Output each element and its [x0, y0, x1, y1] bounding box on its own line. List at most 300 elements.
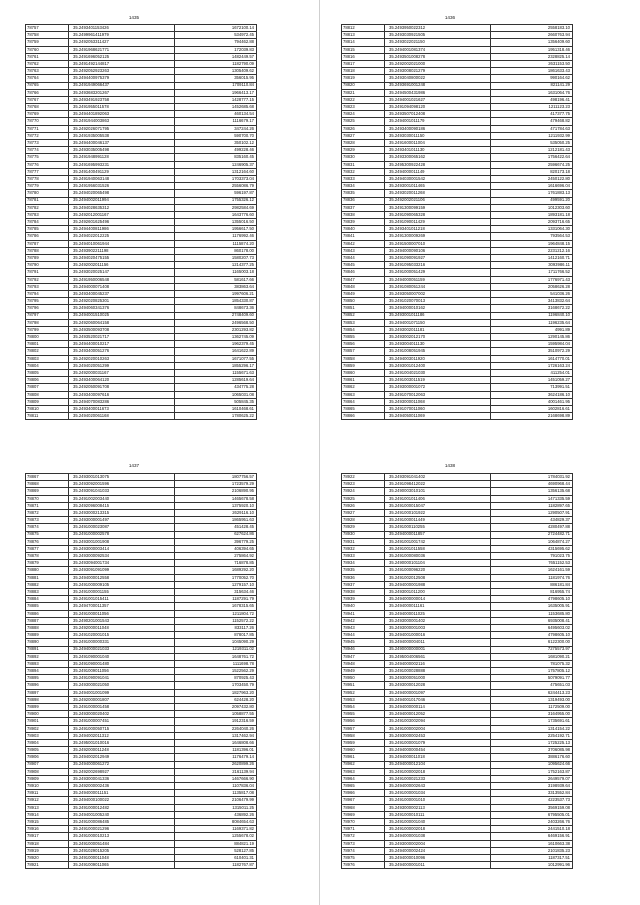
- table-row: [26, 75, 257, 82]
- page-gutter: [319, 0, 320, 905]
- table-row: [342, 25, 573, 32]
- row-id-cell: 78801: [26, 341, 69, 348]
- amount-cell: 1616696.04: [491, 183, 573, 190]
- code-cell: 35.2494060341376: [69, 305, 175, 312]
- table-row: [342, 298, 573, 305]
- amount-cell: 1285619.64: [175, 377, 257, 384]
- code-cell: 35.2490000101104: [385, 560, 491, 567]
- table-row: [26, 290, 257, 297]
- row-id-cell: 78965: [342, 783, 385, 790]
- amount-cell: 1602816.61: [491, 405, 573, 412]
- table-row: [342, 233, 573, 240]
- amount-cell: 499228.46: [175, 147, 257, 154]
- row-id-cell: 78976: [342, 862, 385, 869]
- code-cell: 35.2494000012558: [69, 574, 175, 581]
- sheet-page-number: 1438: [444, 463, 456, 468]
- code-cell: 35.2491090011429: [385, 219, 491, 226]
- amount-cell: 2101835.23: [491, 847, 573, 854]
- code-cell: 35.2491000001155: [69, 589, 175, 596]
- table-row: [26, 118, 257, 125]
- row-id-cell: 78819: [342, 75, 385, 82]
- table-row: [26, 481, 257, 488]
- table-row: [26, 269, 257, 276]
- amount-cell: 479468.82: [491, 118, 573, 125]
- table-row: [26, 624, 257, 631]
- amount-cell: 350102.12: [175, 140, 257, 147]
- amount-cell: 1107836.04: [175, 783, 257, 790]
- table-row: [26, 524, 257, 531]
- row-id-cell: 78883: [26, 589, 69, 596]
- amount-cell: 460134.54: [175, 111, 257, 118]
- code-cell: 35.2494020475155: [69, 255, 175, 262]
- table-row: [342, 862, 573, 869]
- row-id-cell: 78916: [26, 826, 69, 833]
- code-cell: 35.2494001071150: [385, 319, 491, 326]
- row-id-cell: 78826: [342, 125, 385, 132]
- table-row: [342, 132, 573, 139]
- table-row: [342, 481, 573, 488]
- table-row: [26, 46, 257, 53]
- code-cell: 35.2494070083286: [69, 398, 175, 405]
- amount-cell: 6122300.00: [491, 639, 573, 646]
- table-row: [26, 334, 257, 341]
- table-row: [26, 398, 257, 405]
- table-row: [26, 711, 257, 718]
- table-row: [342, 312, 573, 319]
- table-row: [26, 68, 257, 75]
- code-cell: 35.2494000002116: [385, 660, 491, 667]
- row-id-cell: 78962: [342, 761, 385, 768]
- code-cell: 35.2491000002004: [385, 725, 491, 732]
- amount-cell: 411254.01: [491, 370, 573, 377]
- row-id-cell: 78771: [26, 125, 69, 132]
- amount-cell: 1452685.68: [175, 104, 257, 111]
- code-cell: 35.2491090065328: [385, 211, 491, 218]
- row-id-cell: 78784: [26, 219, 69, 226]
- amount-cell: 1155671.63: [175, 370, 257, 377]
- amount-cell: 1196840.10: [491, 312, 573, 319]
- code-cell: 35.2499961411979: [69, 32, 175, 39]
- amount-cell: 2328825.14: [491, 53, 573, 60]
- row-id-cell: 78815: [342, 46, 385, 53]
- row-id-cell: 78871: [26, 502, 69, 509]
- row-id-cell: 78852: [342, 312, 385, 319]
- table-row: [342, 32, 573, 39]
- table-row: [342, 833, 573, 840]
- row-id-cell: 78943: [342, 624, 385, 631]
- row-id-cell: 78839: [342, 219, 385, 226]
- amount-cell: 1187317.51: [491, 854, 573, 861]
- row-id-cell: 78837: [342, 204, 385, 211]
- amount-cell: 1610663.38: [491, 840, 573, 847]
- amount-cell: 1451059.27: [491, 377, 573, 384]
- table-row: [26, 247, 257, 254]
- amount-cell: 4798605.10: [491, 596, 573, 603]
- sheet-page-number: 1436: [444, 15, 456, 20]
- amount-cell: 3886176.60: [491, 754, 573, 761]
- code-cell: 35.2491001011406: [385, 495, 491, 502]
- table-row: [342, 739, 573, 746]
- table-row: [26, 305, 257, 312]
- amount-cell: 436892.26: [175, 811, 257, 818]
- code-cell: 35.2493401011218: [385, 226, 491, 233]
- table-row: [342, 226, 573, 233]
- row-id-cell: 78908: [26, 768, 69, 775]
- row-id-cell: 78828: [342, 140, 385, 147]
- table-row: [342, 617, 573, 624]
- row-id-cell: 78862: [342, 384, 385, 391]
- amount-cell: 1182790.09: [175, 60, 257, 67]
- table-row: [26, 240, 257, 247]
- row-id-cell: 78905: [26, 747, 69, 754]
- table-row: [342, 82, 573, 89]
- row-id-cell: 78770: [26, 118, 69, 125]
- table-row: [342, 660, 573, 667]
- code-cell: 35.2494000000014: [385, 596, 491, 603]
- row-id-cell: 78843: [342, 247, 385, 254]
- code-cell: 35.2493691001248: [385, 82, 491, 89]
- row-id-cell: 78790: [26, 262, 69, 269]
- code-cell: 35.2491000009105: [69, 581, 175, 588]
- table-row: [342, 596, 573, 603]
- row-id-cell: 78898: [26, 696, 69, 703]
- row-id-cell: 78967: [342, 797, 385, 804]
- table-row: [26, 675, 257, 682]
- row-id-cell: 78762: [26, 60, 69, 67]
- row-id-cell: 78794: [26, 290, 69, 297]
- code-cell: 35.2491940063148: [69, 175, 175, 182]
- amount-cell: 534972.45: [175, 32, 257, 39]
- code-cell: 35.2491000051484: [69, 840, 175, 847]
- amount-cell: 1648761.72: [175, 653, 257, 660]
- row-id-cell: 78804: [26, 362, 69, 369]
- amount-cell: 535050.25: [491, 140, 573, 147]
- row-id-cell: 78778: [26, 175, 69, 182]
- code-cell: 35.2494001005240: [69, 811, 175, 818]
- row-id-cell: 78944: [342, 632, 385, 639]
- code-cell: 35.2493008021279: [385, 68, 491, 75]
- row-id-cell: 78797: [26, 312, 69, 319]
- row-id-cell: 78820: [342, 82, 385, 89]
- code-cell: 35.2493030011150: [385, 132, 491, 139]
- code-cell: 35.2493000020402: [69, 711, 175, 718]
- code-cell: 35.2493400064120: [69, 377, 175, 384]
- code-cell: 35.2494001011179: [385, 118, 491, 125]
- amount-cell: 3168672.22: [491, 305, 573, 312]
- row-id-cell: 78854: [342, 326, 385, 333]
- amount-cell: 1780625.22: [175, 413, 257, 420]
- row-id-cell: 78946: [342, 646, 385, 653]
- code-cell: 35.2491090001040: [69, 653, 175, 660]
- amount-cell: 3510972.29: [491, 348, 573, 355]
- row-id-cell: 78956: [342, 718, 385, 725]
- row-id-cell: 78822: [342, 96, 385, 103]
- table-row: [342, 290, 573, 297]
- amount-cell: 2106479.99: [175, 797, 257, 804]
- table-row: [26, 509, 257, 516]
- table-row: [26, 348, 257, 355]
- row-id-cell: 78818: [342, 68, 385, 75]
- table-row: [26, 391, 257, 398]
- row-id-cell: 78920: [26, 854, 69, 861]
- row-id-cell: 78909: [26, 775, 69, 782]
- code-cell: 35.2494000011025: [385, 610, 491, 617]
- table-row: [342, 334, 573, 341]
- code-cell: 35.2492000001807: [69, 696, 175, 703]
- amount-cell: 1770052.70: [175, 574, 257, 581]
- amount-cell: 1966413.17: [175, 89, 257, 96]
- amount-cell: 1312164.60: [175, 168, 257, 175]
- code-cell: 35.2494000012052: [385, 711, 491, 718]
- amount-cell: 1182897.65: [491, 502, 573, 509]
- code-cell: 35.2494001017046: [385, 696, 491, 703]
- table-row: [342, 204, 573, 211]
- code-cell: 35.2494050011069: [385, 413, 491, 420]
- row-id-cell: 78917: [26, 833, 69, 840]
- code-cell: 35.2494000011857: [385, 531, 491, 538]
- amount-cell: 3413832.64: [491, 298, 573, 305]
- table-row: [342, 761, 573, 768]
- row-id-cell: 78970: [342, 819, 385, 826]
- row-id-cell: 78950: [342, 675, 385, 682]
- row-id-cell: 78893: [26, 660, 69, 667]
- amount-cell: 624428.20: [175, 696, 257, 703]
- amount-cell: 1152572.22: [175, 617, 257, 624]
- row-id-cell: 78913: [26, 804, 69, 811]
- amount-cell: 1756422.64: [491, 154, 573, 161]
- row-id-cell: 78964: [342, 775, 385, 782]
- amount-cell: 1635005.91: [491, 603, 573, 610]
- table-row: [26, 783, 257, 790]
- table-row: [26, 190, 257, 197]
- table-row: [342, 581, 573, 588]
- row-id-cell: 78772: [26, 132, 69, 139]
- table-row: [26, 632, 257, 639]
- table-row: [26, 488, 257, 495]
- amount-cell: 1471335.59: [491, 495, 573, 502]
- code-cell: 35.2491000101922: [385, 509, 491, 516]
- code-cell: 35.2491090091927: [385, 255, 491, 262]
- amount-cell: 1827963.20: [175, 689, 257, 696]
- code-cell: 35.2494010061944: [69, 240, 175, 247]
- table-row: [342, 646, 573, 653]
- row-id-cell: 78791: [26, 269, 69, 276]
- amount-cell: 1290145.86: [491, 334, 573, 341]
- row-id-cell: 78759: [26, 39, 69, 46]
- amount-cell: 1703373.04: [175, 175, 257, 182]
- code-cell: 35.2493000001402: [385, 617, 491, 624]
- code-cell: 35.2493040800022: [385, 75, 491, 82]
- table-row: [26, 355, 257, 362]
- row-id-cell: 78934: [342, 560, 385, 567]
- row-id-cell: 78788: [26, 247, 69, 254]
- row-id-cell: 78838: [342, 211, 385, 218]
- row-id-cell: 78780: [26, 190, 69, 197]
- amount-cell: 1865951.63: [175, 517, 257, 524]
- code-cell: 35.2494000061272: [69, 761, 175, 768]
- row-id-cell: 78875: [26, 531, 69, 538]
- table-row: [26, 660, 257, 667]
- amount-cell: 1412160.71: [491, 255, 573, 262]
- code-cell: 35.2492000011248: [69, 747, 175, 754]
- table-row: [342, 161, 573, 168]
- table-row: [342, 668, 573, 675]
- row-id-cell: 78941: [342, 610, 385, 617]
- amount-cell: 886181.84: [491, 581, 573, 588]
- row-id-cell: 78927: [342, 509, 385, 516]
- table-row: [342, 488, 573, 495]
- amount-cell: 4991.89: [491, 326, 573, 333]
- code-cell: 35.2494500431986: [385, 89, 491, 96]
- amount-cell: 1135817.08: [175, 790, 257, 797]
- row-id-cell: 78902: [26, 725, 69, 732]
- table-row: [26, 183, 257, 190]
- row-id-cell: 78961: [342, 754, 385, 761]
- row-id-cell: 78795: [26, 298, 69, 305]
- table-row: [342, 370, 573, 377]
- row-id-cell: 78817: [342, 60, 385, 67]
- row-id-cell: 78912: [26, 797, 69, 804]
- amount-cell: 1997606.21: [175, 290, 257, 297]
- code-cell: 35.2491020070013: [385, 298, 491, 305]
- amount-cell: 347244.26: [175, 125, 257, 132]
- code-cell: 35.2491500007010: [385, 240, 491, 247]
- amount-cell: 8084654.63: [175, 819, 257, 826]
- code-cell: 35.2494400811986: [69, 226, 175, 233]
- amount-cell: 2629116.10: [175, 509, 257, 516]
- table-row: [26, 312, 257, 319]
- amount-cell: 1314154.22: [491, 725, 573, 732]
- amount-cell: 2106890.95: [175, 488, 257, 495]
- table-row: [26, 725, 257, 732]
- table-row: [26, 197, 257, 204]
- table-row: [26, 147, 257, 154]
- amount-cell: 1058877.55: [175, 711, 257, 718]
- row-id-cell: 78886: [26, 610, 69, 617]
- table-row: [342, 89, 573, 96]
- code-cell: 35.2493300065162: [385, 154, 491, 161]
- code-cell: 35.2494001510025: [69, 312, 175, 319]
- table-row: [342, 348, 573, 355]
- amount-cell: 4690968.44: [491, 481, 573, 488]
- table-row: [342, 111, 573, 118]
- table-row: [26, 797, 257, 804]
- row-id-cell: 78802: [26, 348, 69, 355]
- amount-cell: 275864.92: [175, 553, 257, 560]
- row-id-cell: 78842: [342, 240, 385, 247]
- row-id-cell: 78799: [26, 326, 69, 333]
- row-id-cell: 78948: [342, 660, 385, 667]
- table-row: [342, 125, 573, 132]
- code-cell: 35.2492000031167: [69, 370, 175, 377]
- amount-cell: 2441510.18: [491, 826, 573, 833]
- table-row: [342, 276, 573, 283]
- code-cell: 35.2494400010217: [69, 341, 175, 348]
- row-id-cell: 78824: [342, 111, 385, 118]
- row-id-cell: 78954: [342, 704, 385, 711]
- amount-cell: 1356409.60: [491, 39, 573, 46]
- code-cell: 35.2493020025147: [69, 269, 175, 276]
- table-row: [342, 567, 573, 574]
- code-cell: 35.2492002011156: [69, 262, 175, 269]
- table-row: [342, 219, 573, 226]
- amount-cell: 1807756.57: [175, 474, 257, 481]
- table-row: [342, 704, 573, 711]
- table-row: [26, 319, 257, 326]
- row-id-cell: 78890: [26, 639, 69, 646]
- amount-cell: 1681090.21: [491, 653, 573, 660]
- row-id-cell: 78872: [26, 509, 69, 516]
- table-row: [342, 60, 573, 67]
- data-table: [25, 473, 257, 869]
- code-cell: 35.2493000001497: [69, 517, 175, 524]
- row-id-cell: 78851: [342, 305, 385, 312]
- row-id-cell: 78931: [342, 538, 385, 545]
- amount-cell: 1176479.14: [175, 754, 257, 761]
- code-cell: 35.2494001081374: [385, 46, 491, 53]
- table-row: [342, 118, 573, 125]
- table-row: [342, 269, 573, 276]
- code-cell: 35.2494002011994: [69, 197, 175, 204]
- code-cell: 35.2491090091041: [69, 675, 175, 682]
- code-cell: 35.2493000003414: [69, 545, 175, 552]
- amount-cell: 2097432.80: [175, 704, 257, 711]
- row-id-cell: 78765: [26, 82, 69, 89]
- row-id-cell: 78768: [26, 104, 69, 111]
- amount-cell: 1115874.20: [175, 240, 257, 247]
- sheet-page-number: 1437: [128, 463, 140, 468]
- amount-cell: 541036.26: [491, 290, 573, 297]
- table-row: [26, 384, 257, 391]
- code-cell: 35.2494020065498: [69, 190, 175, 197]
- row-id-cell: 78887: [26, 617, 69, 624]
- row-id-cell: 78775: [26, 154, 69, 161]
- amount-cell: 1855296.17: [175, 362, 257, 369]
- sheet-page-number: 1435: [128, 15, 140, 20]
- code-cell: 35.2493000001003: [385, 624, 491, 631]
- table-row: [26, 574, 257, 581]
- amount-cell: 1964848.15: [491, 240, 573, 247]
- amount-cell: 716878.85: [175, 560, 257, 567]
- code-cell: 35.2494000001038: [385, 833, 491, 840]
- amount-cell: 471784.63: [491, 125, 573, 132]
- code-cell: 35.2493000011068: [385, 398, 491, 405]
- code-cell: 35.2491400491129: [69, 168, 175, 175]
- table-row: [342, 675, 573, 682]
- code-cell: 35.2493002011181: [385, 326, 491, 333]
- row-id-cell: 78963: [342, 768, 385, 775]
- table-row: [342, 718, 573, 725]
- amount-cell: 2596674.25: [491, 161, 573, 168]
- row-id-cell: 78957: [342, 725, 385, 732]
- table-row: [342, 283, 573, 290]
- amount-cell: 1065031.08: [175, 391, 257, 398]
- row-id-cell: 78783: [26, 211, 69, 218]
- table-row: [342, 545, 573, 552]
- amount-cell: 1211804.72: [175, 610, 257, 617]
- code-cell: 35.2492026071795: [69, 125, 175, 132]
- code-cell: 35.2493020011268: [385, 190, 491, 197]
- code-cell: 35.2491009011065: [69, 862, 175, 869]
- row-id-cell: 78805: [26, 370, 69, 377]
- row-id-cell: 78816: [342, 53, 385, 60]
- table-row: [26, 689, 257, 696]
- row-id-cell: 78896: [26, 682, 69, 689]
- table-row: [342, 624, 573, 631]
- amount-cell: 1755326.12: [175, 197, 257, 204]
- row-id-cell: 78907: [26, 761, 69, 768]
- row-id-cell: 78955: [342, 711, 385, 718]
